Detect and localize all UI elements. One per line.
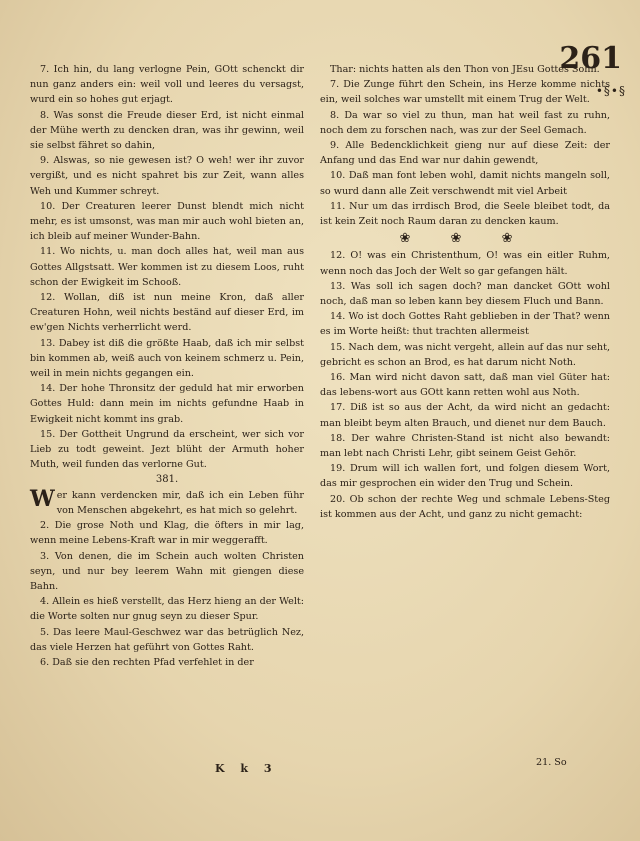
verse-text: 18. Der wahre Christen-Stand ist nicht also bewandt: man lebt nach Christi Lehr, gibt seinem Geist Gehör. [320,432,610,460]
verse-text: 14. Wo ist doch Gottes Raht geblieben in der That? wenn es im Worte heißt: thut trachten allermeist [320,311,610,338]
right-column [320,62,610,522]
ornament-divider: ❀ ❀ ❀ [399,231,531,247]
left-column [30,62,304,670]
verse-text: 8. Da war so viel zu thun, man hat weil fast zu ruhn, noch dem zu forschen nach, was zur der Seel Gemach. [320,109,610,136]
drop-initial: W [30,485,55,512]
verse-text: 2. Die grose Noth und Klag, die öfters in mir lag, wenn meine Lebens-Kraft war in mir weggerafft. [30,520,304,547]
ornament-top: •§•§ [595,84,626,98]
verse-text: 8. Was sonst die Freude dieser Erd, ist nicht einmal der Mühe werth zu dencken dran, was ihr gewinn, weil sie selbst fähret so dahin, [30,109,304,152]
verse-text: 11. Wo nichts, u. man doch alles hat, weil man aus Gottes Allgstsatt. Wer kommen ist zu diesem Loos, ruht schon der Ewigkeit im Schooß. [30,246,304,288]
hymn-number: 381. [155,474,179,486]
signature-mark: K k 3 [215,762,278,775]
verse-text: 10. Der Creaturen leerer Dunst blendt mich nicht mehr, es ist umsonst, was man mir auch wohl bieten an, ich bleib auf meiner Wunder-Bahn. [30,200,304,243]
verse-text: 19. Drum will ich wallen fort, und folgen diesem Wort, das mir gesprochen ein wider den Trug und Schein. [320,463,610,490]
verse-text: 13. Dabey ist diß die größte Haab, daß ich mir selbst bin kommen ab, weiß auch von keinem schmerz u. Pein, weil in mein nichts gegangen ein. [30,337,304,380]
verse-text: Thar: nichts hatten als den Thon von JEsu Gottes Sohn. [330,64,600,75]
verse-text: 13. Was soll ich sagen doch? man dancket GOtt wohl noch, daß man so leben kann bey diesem Fluch und Bann. [320,280,610,308]
verse-text: 20. Ob schon der rechte Weg und schmale Lebens-Steg ist kommen aus der Acht, und ganz zu nicht gemacht: [320,493,610,520]
verse-text: 6. Daß sie den rechten Pfad verfehlet in der [40,656,254,668]
verse-text: 7. Die Zunge führt den Schein, ins Herze komme nichts ein, weil solches war umstellt mit einem Trug der Welt. [320,79,610,106]
verse-text: 14. Der hohe Thronsitz der geduld hat mir erworben Gottes Huld: dann mein im nichts gefundne Haab in Ewigkeit nicht kommt ins grab. [30,383,304,425]
verse-text: 5. Das leere Maul-Geschwez war das betrüglich Nez, das viele Herzen hat geführt von Gottes Raht. [30,626,304,653]
verse-text: 12. O! was ein Christenthum, O! was ein eitler Ruhm, wenn noch das Joch der Welt so gar gefangen hält. [320,250,610,277]
verse-text: 15. Der Gottheit Ungrund da erscheint, wer sich vor Lieb zu todt geweint. Jezt blüht der Armuth hoher Muth, weil funden das verlorne Gut. [30,428,304,471]
verse-text: 4. Allein es hieß verstellt, das Herz hieng an der Welt: die Worte solten nur gnug seyn zu dieser Spur. [30,596,304,623]
verse-text: 9. Alswas, so nie gewesen ist? O weh! wer ihr zuvor vergißt, und es nicht spahret bis zur Zeit, wann alles Weh und Kummer schreyt. [30,155,304,197]
page-number: 261 [559,41,622,76]
verse-text: 10. Daß man font leben wohl, damit nichts mangeln soll, so wurd dann alle Zeit verschwendt mit viel Arbeit [320,170,610,197]
verse-text: 9. Alle Bedencklichkeit gieng nur auf diese Zeit: der Anfang und das End war nur dahin gewendt, [320,140,610,167]
verse-text: 17. Diß ist so aus der Acht, da wird nicht an gedacht: man bleibt beym alten Brauch, und dienet nur dem Bauch. [320,402,610,429]
first-verse [30,485,304,518]
verse-text: 3. Von denen, die im Schein auch wolten Christen seyn, und nur bey leerem Wahn mit giengen diese Bahn. [30,550,304,592]
catchword: 21. So [536,757,567,768]
verse-text: 16. Man wird nicht davon satt, daß man viel Güter hat: das lebens-wort aus GOtt kann retten wohl aus Noth. [320,372,610,399]
first-verse-text: er kann verdencken mir, daß ich ein Leben führ von Menschen abgekehrt, es hat mich so gelehrt. [56,489,304,516]
verse-text: 11. Nur um das irrdisch Brod, die Seele bleibet todt, da ist kein Zeit noch Raum daran zu dencken kaum. [320,200,610,228]
verse-text: 7. Ich hin, du lang verlogne Pein, GOtt schenckt dir nun ganz anders ein: weil voll und leeres du versagst, wurd ein so hohes gut erjagt. [30,64,304,106]
verse-text: 15. Nach dem, was nicht vergeht, allein auf das nur seht, gebricht es schon an Brod, es hat darum nicht Noth. [320,341,610,368]
verse-text: 12. Wollan, diß ist nun meine Kron, daß aller Creaturen Hohn, weil nichts beständ auf dieser Erd, im ew'gen Nichts verherrlicht werd. [30,292,304,334]
